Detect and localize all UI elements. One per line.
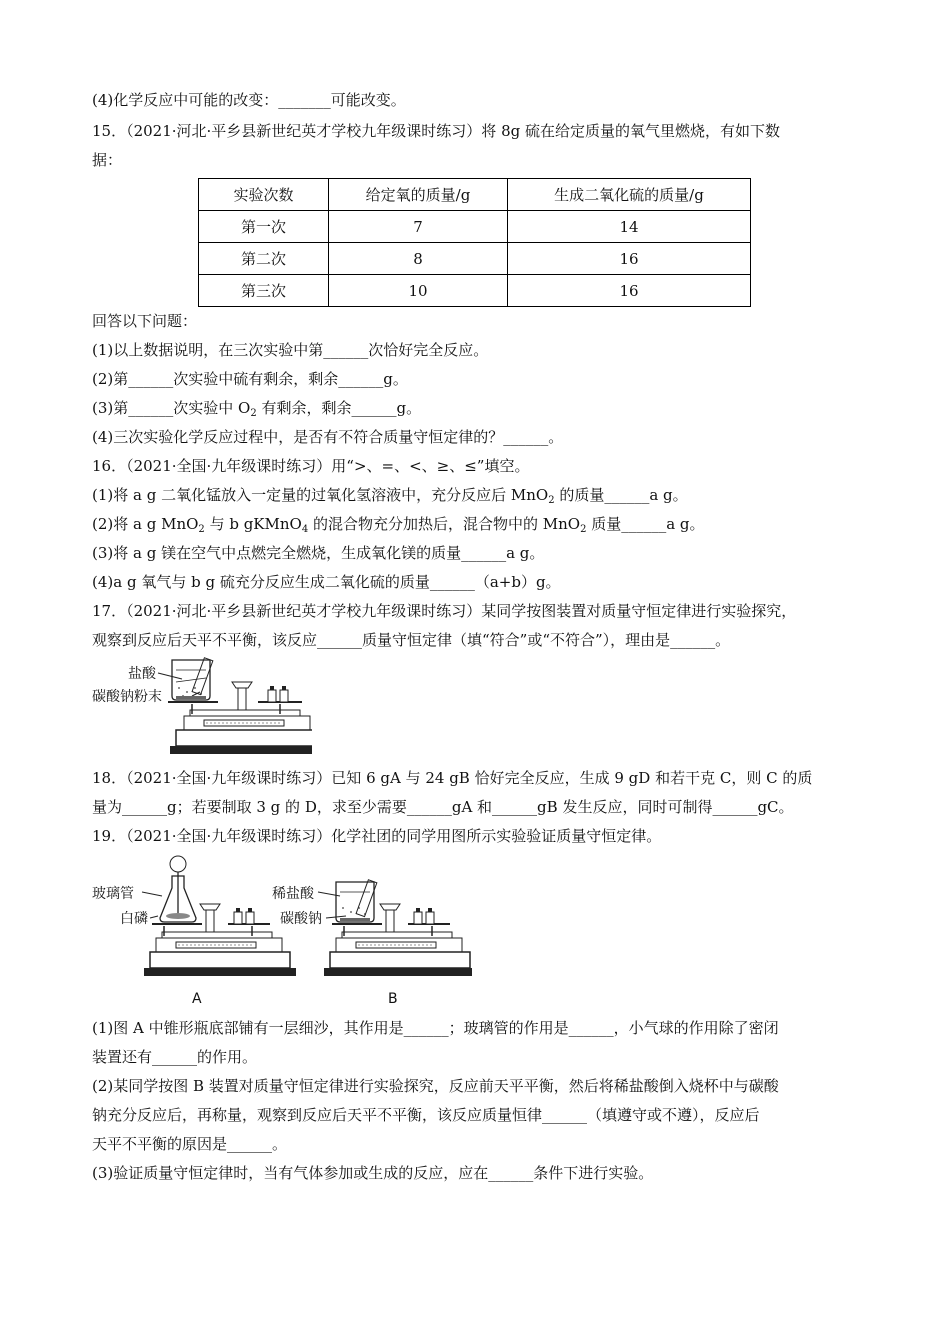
q17-stem-cont: 观察到反应后天平不平衡，该反应______质量守恒定律（填“符合”或“不符合”），理由是______。: [92, 631, 731, 649]
figure-b: [272, 880, 472, 1007]
subscript: 2: [548, 495, 555, 506]
table-cell: 14: [508, 211, 751, 243]
q16-part3: (3)将 a g 镁在空气中点燃完全燃烧，生成氧化镁的质量______a g。: [92, 544, 545, 562]
table-cell: 16: [508, 243, 751, 275]
table-cell: 16: [508, 275, 751, 307]
caption-b: B: [388, 991, 398, 1007]
table-cell: 8: [329, 243, 508, 275]
q19-part2: (2)某同学按图 B 装置对质量守恒定律进行实验探究，反应前天平平衡，然后将稀盐酸倒入烧杯中与碳酸: [92, 1077, 779, 1095]
q16-part2: [92, 514, 705, 534]
q16-part4: (4)a g 氧气与 b g 硫充分反应生成二氧化硫的质量______（a+b）g。: [92, 573, 561, 591]
q19-stem: 19．（2021·全国·九年级课时练习）化学社团的同学用图所示实验验证质量守恒定律。: [92, 827, 662, 845]
caption-a: A: [192, 991, 202, 1007]
q15-stem-cont: 据：: [92, 151, 123, 169]
table-cell: 第三次: [199, 275, 329, 307]
q19-part1: (1)图 A 中锥形瓶底部铺有一层细沙，其作用是______；玻璃管的作用是______，小气球的作用除了密闭: [92, 1019, 779, 1037]
label-sodium-carbonate: 碳酸钠: [280, 911, 322, 927]
q15-data-table: [198, 178, 751, 307]
text-run: (1)将 a g 二氧化锰放入一定量的过氧化氢溶液中，充分反应后 MnO: [92, 486, 549, 504]
text-run: 质量______a g。: [586, 515, 705, 533]
table-header-row: [199, 179, 751, 211]
q16-stem: 16．（2021·全国·九年级课时练习）用“>、=、<、≥、≤”填空。: [92, 457, 530, 475]
q18-stem: 18．（2021·全国·九年级课时练习）已知 6 gA 与 24 gB 恰好完全反应，生成 9 gD 和若干克 C，则 C 的质: [92, 769, 813, 787]
q17-stem: 17．（2021·河北·平乡县新世纪英才学校九年级课时练习）某同学按图装置对质量守恒定律进行实验探究，: [92, 602, 797, 620]
subscript: 4: [301, 524, 309, 535]
text-run: 的混合物充分加热后，混合物中的 MnO: [308, 515, 581, 533]
q19-part2-cont2: 天平不平衡的原因是______。: [92, 1135, 288, 1153]
table-row: [199, 211, 751, 243]
q15-prompt: 回答以下问题：: [92, 312, 198, 330]
text-run: (2)将 a g MnO: [92, 515, 199, 533]
q15-part2: (2)第______次实验中硫有剩余，剩余______g。: [92, 370, 408, 388]
q15-part1: (1)以上数据说明，在三次实验中第______次恰好完全反应。: [92, 341, 489, 359]
q17-balance-figure: [92, 652, 312, 760]
table-cell: 7: [329, 211, 508, 243]
q16-part1: [92, 485, 688, 505]
q14-line4: (4)化学反应中可能的改变：_______可能改变。: [92, 91, 406, 109]
q19-figures: [92, 852, 472, 1012]
text-run: 有剩余，剩余______g。: [256, 399, 422, 417]
table-cell: 第二次: [199, 243, 329, 275]
table-row: [199, 275, 751, 307]
table-header-cell: 生成二氧化硫的质量/g: [508, 179, 751, 211]
q18-stem-cont: 量为______g；若要制取 3 g 的 D，求至少需要______gA 和______gB 发生反应，同时可制得______gC。: [92, 798, 794, 816]
figure-a: [92, 856, 296, 1007]
q15-part3: [92, 398, 421, 418]
q15-stem: 15．（2021·河北·平乡县新世纪英才学校九年级课时练习）将 8g 硫在给定质量的氧气里燃烧，有如下数: [92, 122, 780, 140]
subscript: 2: [580, 524, 587, 535]
q19-part1-cont: 装置还有______的作用。: [92, 1048, 258, 1066]
table-header-cell: 给定氧的质量/g: [329, 179, 508, 211]
label-white-phosphorus: 白磷: [120, 911, 148, 927]
q19-part2-cont: 钠充分反应后，再称量，观察到反应后天平不平衡，该反应质量恒律______（填遵守或不遵），反应后: [92, 1106, 760, 1124]
subscript: 2: [198, 524, 205, 535]
label-dilute-hcl: 稀盐酸: [272, 886, 314, 902]
table-cell: 第一次: [199, 211, 329, 243]
q19-part3: (3)验证质量守恒定律时，当有气体参加或生成的反应，应在______条件下进行实验。: [92, 1164, 654, 1182]
label-sodium-carbonate-powder: 碳酸钠粉末: [92, 689, 162, 705]
text-run: 与 b gKMnO: [204, 515, 302, 533]
table-header-cell: 实验次数: [199, 179, 329, 211]
text-run: 的质量______a g。: [554, 486, 688, 504]
table-cell: 10: [329, 275, 508, 307]
table-row: [199, 243, 751, 275]
text-run: (3)第______次实验中 O: [92, 399, 251, 417]
q15-part4: (4)三次实验化学反应过程中，是否有不符合质量守恒定律的？______。: [92, 428, 564, 446]
subscript: 2: [250, 408, 257, 419]
label-glass-tube: 玻璃管: [92, 886, 134, 902]
label-hydrochloric-acid: 盐酸: [128, 666, 156, 682]
